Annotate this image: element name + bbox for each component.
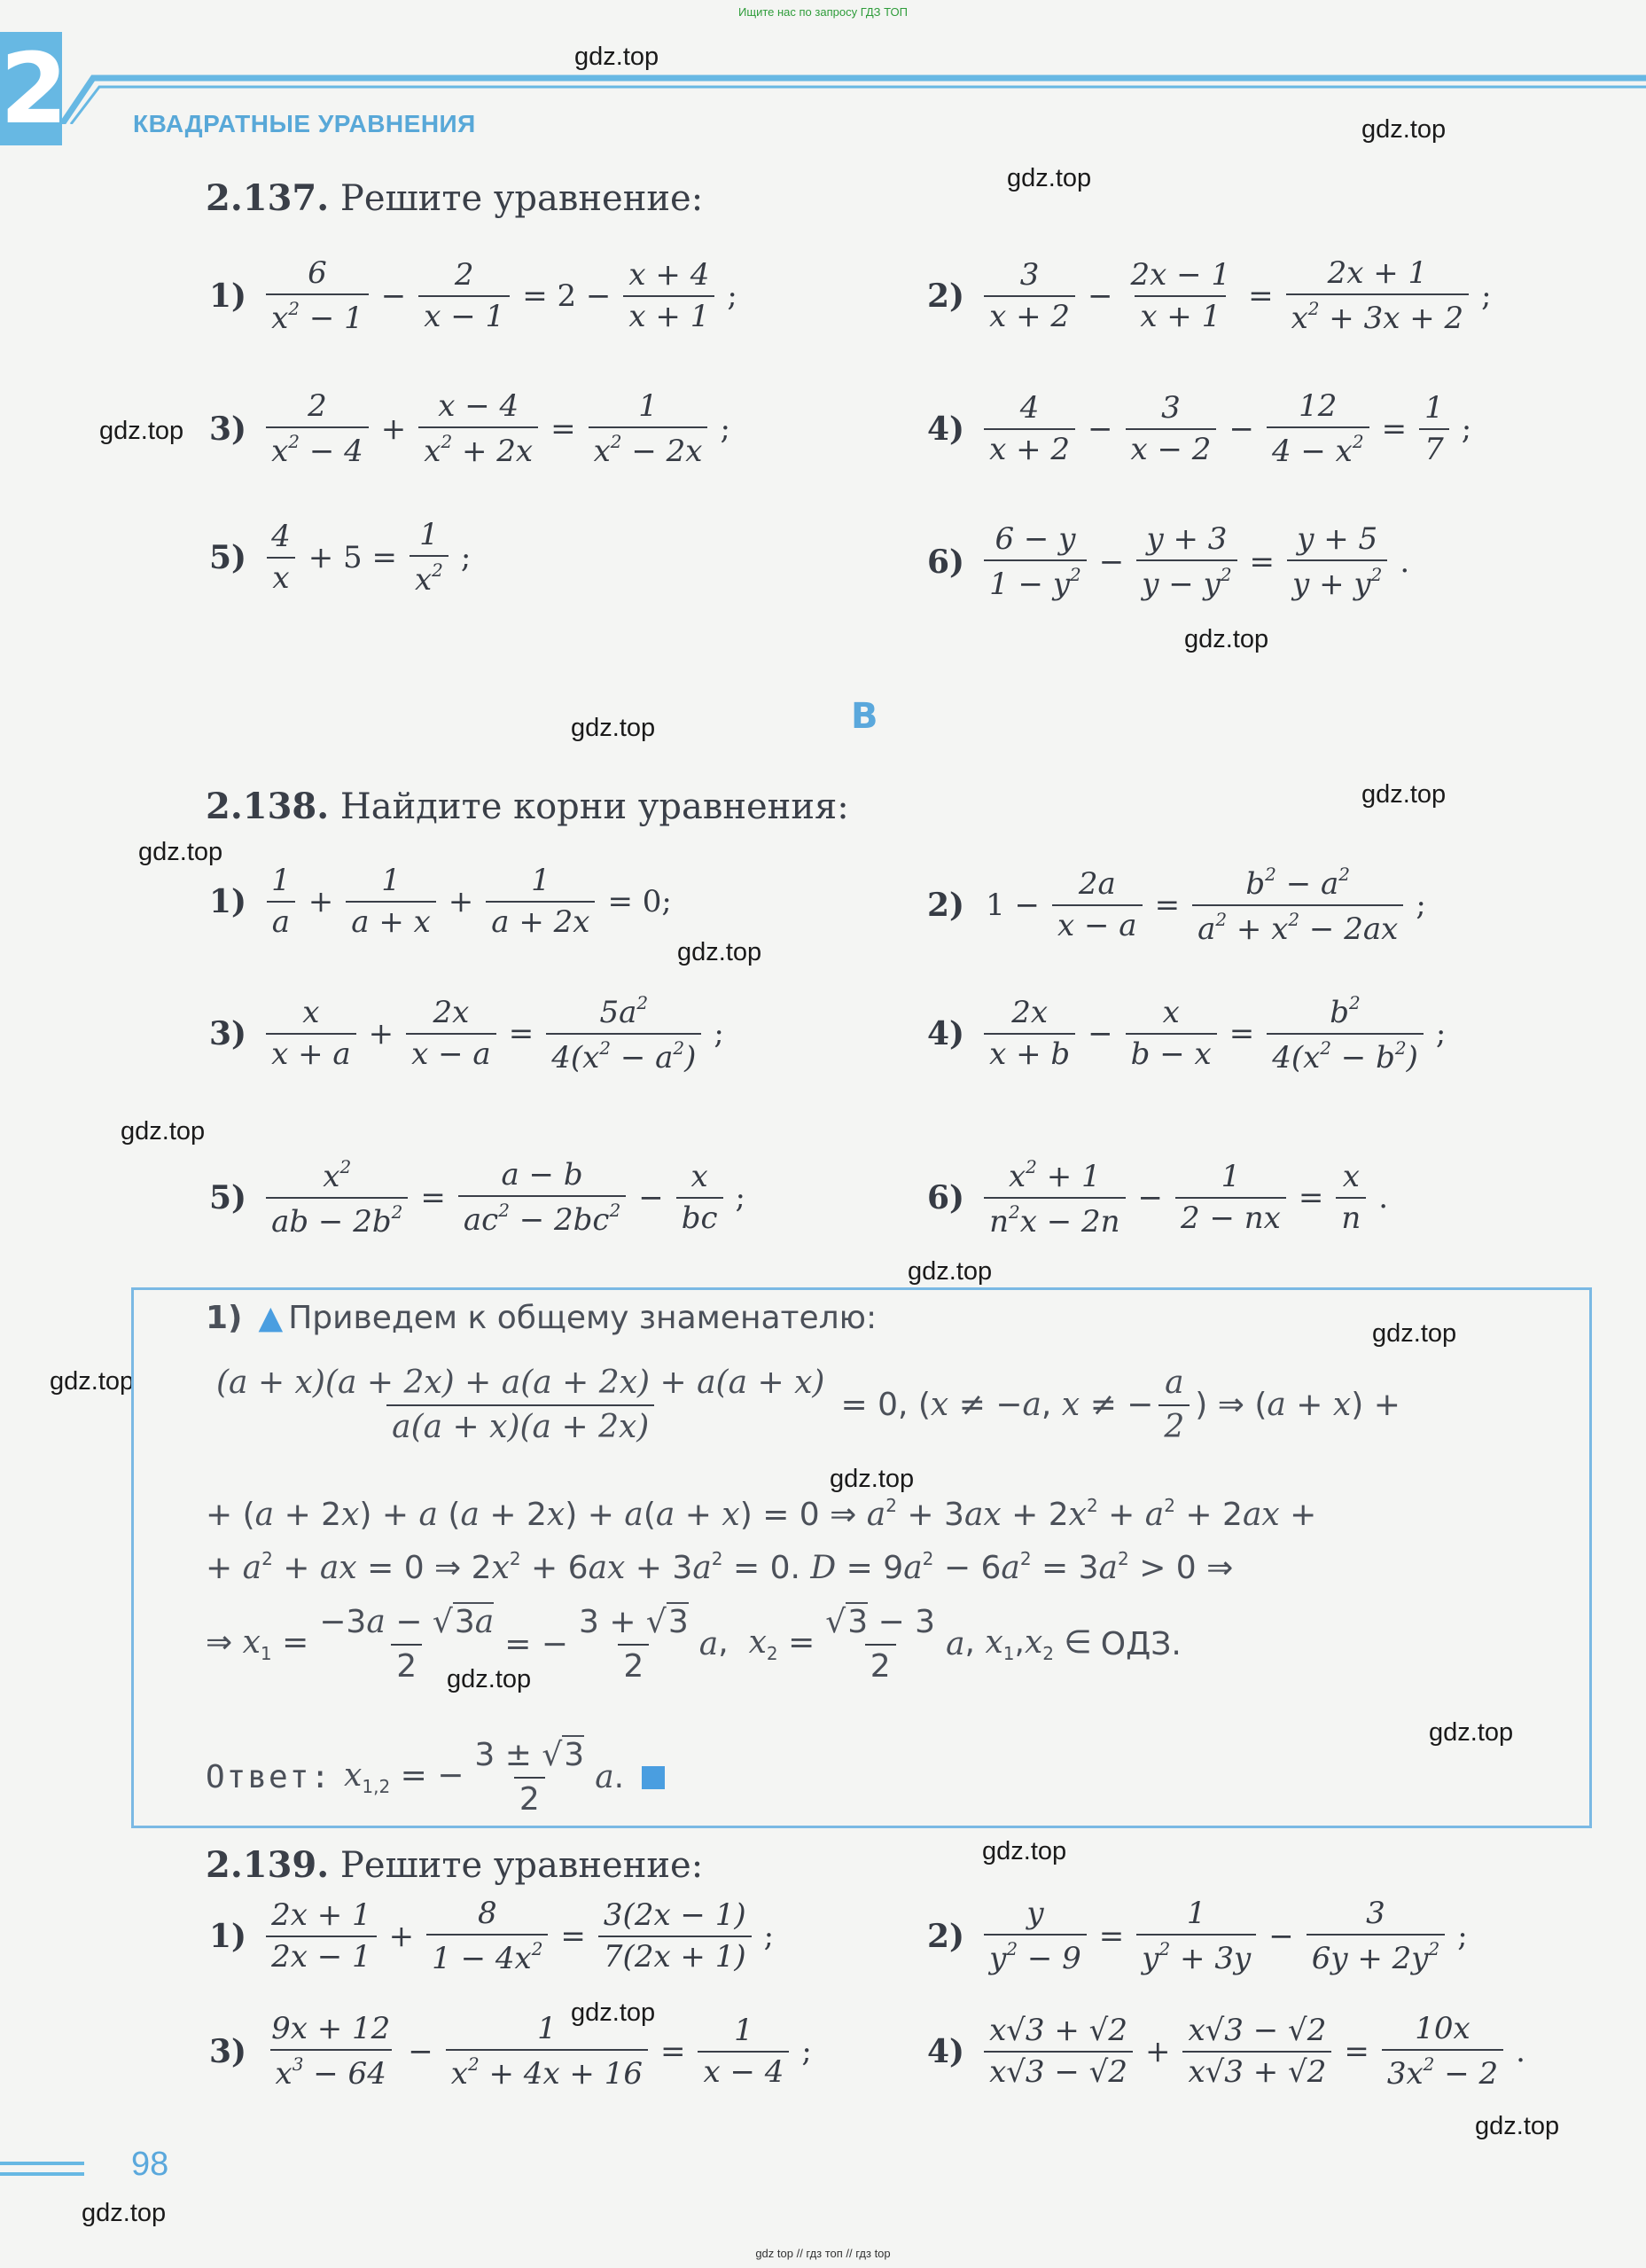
problem-number: 2.138.: [206, 786, 330, 827]
section-letter: B: [851, 696, 878, 737]
equation-2-138-2: 2) 1 − $\frac{2a}{x - a}$ = $\frac{b^2 - a^2}{a^2 + x^2 - 2ax}$ ;: [927, 864, 1426, 948]
watermark: gdz.top: [1007, 164, 1092, 192]
watermark: gdz.top: [677, 938, 762, 966]
problem-number: 2.139.: [206, 1844, 330, 1886]
solution-line-1: $\frac{(a + x)(a + 2x) + a(a + 2x) + a(a + x)}{a(a + x)(a + 2x)}$ = 0, (x ≠ −a, x ≠ − $\frac{a}{2}$ ) ⇒ (a + x) +: [216, 1365, 1400, 1445]
problem-title: Найдите корни уравнения:: [339, 786, 849, 827]
equation-2-137-4: 4) $\frac{4}{x + 2}$ − $\frac{3}{x - 2}$ − $\frac{12}{4 - x^2}$ = $\frac{1}{7}$ ;: [927, 388, 1472, 470]
triangle-marker-icon: ▲: [258, 1300, 284, 1336]
equation-2-139-3: 3) $\frac{9x + 12}{x^3 - 64}$ − $\frac{1}{x^2 + 4x + 16}$ = $\frac{1}{x - 4}$ ;: [209, 2011, 812, 2092]
equation-2-139-2: 2) $\frac{y}{y^2 - 9}$ = $\frac{1}{y^2 + 3y}$ − $\frac{3}{6y + 2y^2}$ ;: [927, 1896, 1468, 1977]
watermark: gdz.top: [1372, 1319, 1457, 1348]
equation-2-138-6: 6) $\frac{x^2 + 1}{n^2x - 2n}$ − $\frac{1}{2 - nx}$ = $\frac{x}{n}$ .: [927, 1156, 1389, 1240]
top-banner[interactable]: Ищите нас по запросу ГДЗ ТОП: [738, 5, 908, 19]
equation-2-138-5: 5) $\frac{x^2}{ab - 2b^2}$ = $\frac{a - b}{ac^2 - 2bc^2}$ − $\frac{x}{bc}$ ;: [209, 1156, 745, 1240]
bottom-banner[interactable]: gdz top // гдз топ // гдз top: [755, 2247, 891, 2260]
footer-lines: [0, 2156, 98, 2183]
watermark: gdz.top: [908, 1257, 993, 1286]
watermark: gdz.top: [82, 2199, 167, 2227]
solution-answer: Ответ: $x_{1,2}$ = − $\frac{3 \pm √3}{2}$ a .: [206, 1738, 665, 1817]
watermark: gdz.top: [121, 1117, 206, 1146]
watermark: gdz.top: [571, 714, 656, 742]
watermark: gdz.top: [982, 1837, 1067, 1865]
solution-line-4: ⇒ $x_1$ = $\frac{-3a - √3a}{2}$ = − $\frac{3 + √3}{2}$ a , $x_2$ = $\frac{√3 - 3}{2}$ a , $x_1,x_2$ ∈ ОДЗ.: [206, 1604, 1182, 1685]
problem-2-139-heading: [206, 1844, 703, 1886]
equation-2-138-1: 1) $\frac{1}{a}$ + $\frac{1}{a + x}$ + $\frac{1}{a + 2x}$ = 0;: [209, 863, 672, 941]
chapter-title: КВАДРАТНЫЕ УРАВНЕНИЯ: [133, 110, 476, 137]
watermark: gdz.top: [1429, 1718, 1514, 1747]
page-number: 98: [131, 2146, 169, 2183]
equation-2-137-6: 6) $\frac{6 - y}{1 - y^2}$ − $\frac{y + 3}{y - y^2}$ = $\frac{y + 5}{y + y^2}$ .: [927, 521, 1410, 603]
equation-2-138-3: 3) $\frac{x}{x + a}$ + $\frac{2x}{x - a}$ = $\frac{5a^2}{4(x^2 - a^2)}$ ;: [209, 992, 724, 1076]
equation-2-137-3: 3) $\frac{2}{x^2 - 4}$ + $\frac{x - 4}{x^2 + 2x}$ = $\frac{1}{x^2 - 2x}$ ;: [209, 388, 730, 470]
solution-line-2: + (a + 2x) + a (a + 2x) + a(a + x) = 0 ⇒ $a^2 + 3ax + 2x^2 + a^2 + 2ax$ +: [206, 1495, 1317, 1533]
problem-number: 2.137.: [206, 177, 330, 219]
equation-2-137-1: 1) $\frac{6}{x^2 - 1}$ − $\frac{2}{x - 1}$ = 2 − $\frac{x + 4}{x + 1}$ ;: [209, 255, 737, 337]
problem-title: Решите уравнение:: [339, 1845, 704, 1886]
watermark: gdz.top: [50, 1367, 135, 1396]
equation-2-137-2: 2) $\frac{3}{x + 2}$ − $\frac{2x - 1}{x + 1}$ = $\frac{2x + 1}{x^2 + 3x + 2}$ ;: [927, 255, 1492, 337]
solution-line-3: + $a^2$ + ax = 0 ⇒ $2x^2 + 6ax + 3a^2 = 0$. $D = 9a^2 - 6a^2 = 3a^2 > 0$ ⇒: [206, 1548, 1234, 1586]
watermark: gdz.top: [1184, 625, 1269, 653]
end-square-icon: [642, 1766, 665, 1789]
equation-2-139-4: 4) $\frac{x√3 + √2}{x√3 - √2}$ + $\frac{x√3 - √2}{x√3 + √2}$ = $\frac{10x}{3x^2 - 2}$ .: [927, 2011, 1525, 2092]
watermark: gdz.top: [1361, 115, 1447, 144]
watermark: gdz.top: [447, 1665, 532, 1693]
watermark: gdz.top: [1475, 2112, 1560, 2140]
equation-2-138-4: 4) $\frac{2x}{x + b}$ − $\frac{x}{b - x}$ = $\frac{b^2}{4(x^2 - b^2)}$ ;: [927, 992, 1447, 1076]
problem-title: Решите уравнение:: [339, 178, 704, 219]
solution-intro: 1) ▲ Приведем к общему знаменателю:: [206, 1300, 878, 1336]
watermark: gdz.top: [138, 838, 223, 866]
chapter-number: 2: [0, 32, 68, 145]
watermark: gdz.top: [99, 417, 184, 445]
problem-2-137-heading: [206, 177, 703, 219]
equation-2-137-5: 5) $\frac{4}{x}$ + 5 = $\frac{1}{x^2}$ ;: [209, 517, 472, 598]
watermark: gdz.top: [571, 1998, 656, 2027]
watermark: gdz.top: [574, 43, 659, 71]
problem-2-138-heading: [206, 786, 849, 827]
equation-2-139-1: 1) $\frac{2x + 1}{2x - 1}$ + $\frac{8}{1 - 4x^2}$ = $\frac{3(2x - 1)}{7(2x + 1)}$ ;: [209, 1896, 775, 1977]
watermark: gdz.top: [830, 1465, 915, 1493]
watermark: gdz.top: [1361, 780, 1447, 809]
